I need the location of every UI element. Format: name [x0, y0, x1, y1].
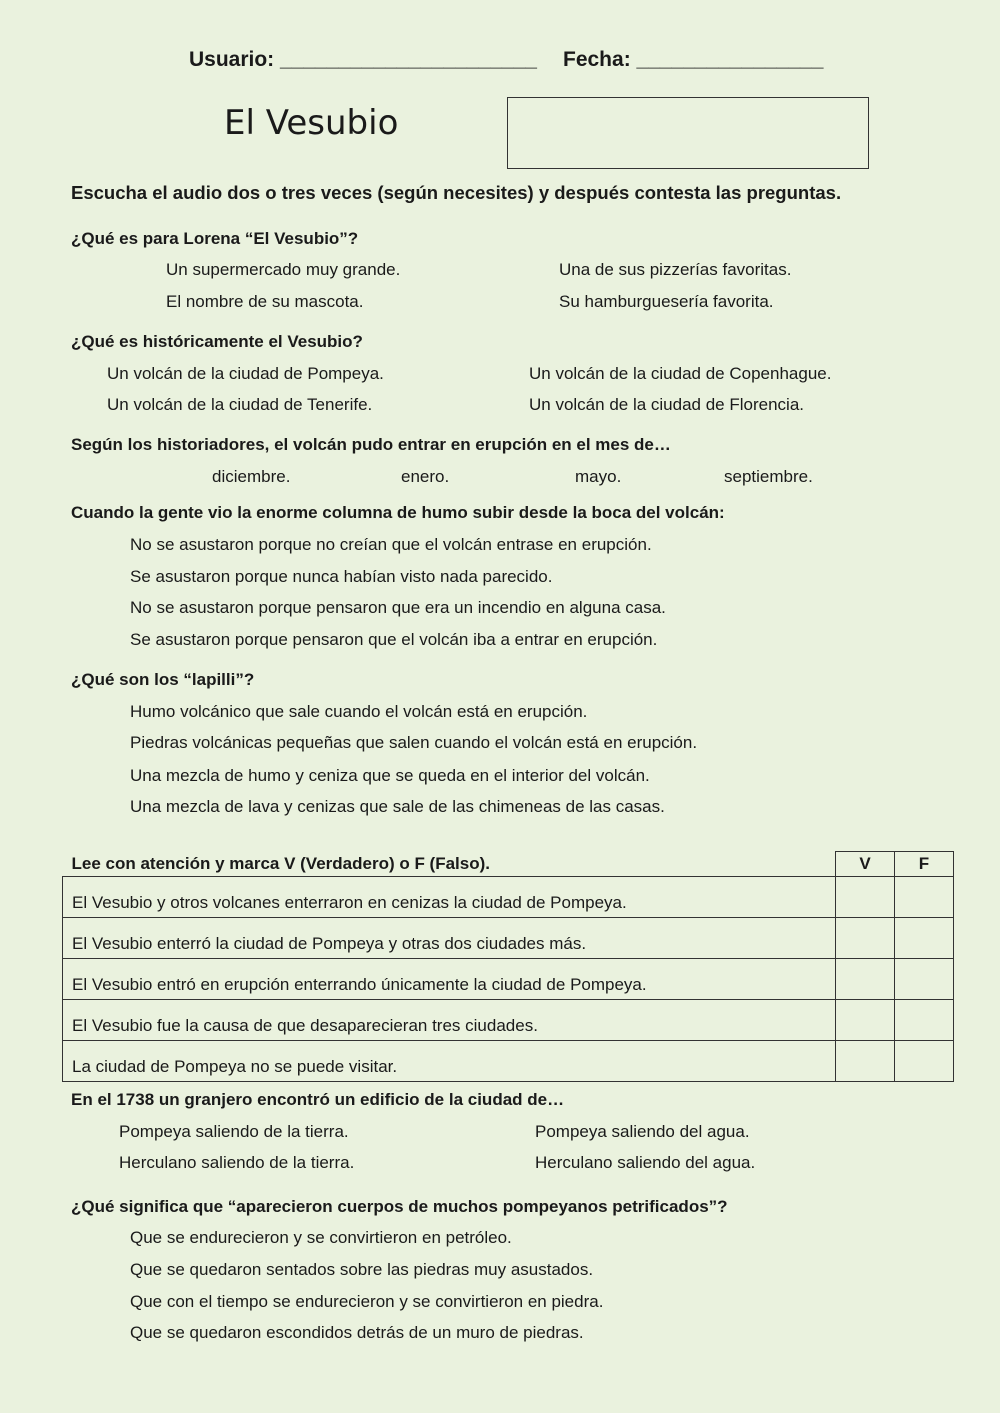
instruction-text: Escucha el audio dos o tres veces (según necesites) y después contesta las preguntas. [71, 182, 842, 203]
statement-text: El Vesubio entró en erupción enterrando únicamente la ciudad de Pompeya. [63, 959, 836, 1000]
q2-option[interactable]: Un volcán de la ciudad de Florencia. [529, 395, 804, 414]
q2-option[interactable]: Un volcán de la ciudad de Copenhague. [529, 364, 832, 383]
q1-option[interactable]: El nombre de su mascota. [166, 292, 364, 311]
q4-option[interactable]: Se asustaron porque nunca habían visto nada parecido. [130, 567, 553, 586]
question-4: Cuando la gente vio la enorme columna de humo subir desde la boca del volcán: [71, 503, 725, 522]
q6-option[interactable]: Pompeya saliendo de la tierra. [119, 1122, 349, 1141]
v-checkbox-cell[interactable] [836, 1000, 895, 1041]
date-field-label: Fecha: ________________ [563, 48, 824, 71]
f-checkbox-cell[interactable] [895, 877, 954, 918]
table-row [63, 1000, 954, 1041]
q6-option[interactable]: Pompeya saliendo del agua. [535, 1122, 750, 1141]
f-checkbox-cell[interactable] [895, 959, 954, 1000]
v-column-header: V [836, 852, 895, 877]
table-row [63, 959, 954, 1000]
q5-option[interactable]: Humo volcánico que sale cuando el volcán está en erupción. [130, 702, 588, 721]
v-checkbox-cell[interactable] [836, 918, 895, 959]
q5-option[interactable]: Una mezcla de lava y cenizas que sale de las chimeneas de las casas. [130, 797, 665, 816]
f-checkbox-cell[interactable] [895, 1000, 954, 1041]
statement-text: El Vesubio fue la causa de que desaparecieran tres ciudades. [63, 1000, 836, 1041]
q7-option[interactable]: Que se quedaron sentados sobre las piedras muy asustados. [130, 1260, 594, 1279]
q7-option[interactable]: Que se quedaron escondidos detrás de un muro de piedras. [130, 1323, 584, 1342]
statement-text: La ciudad de Pompeya no se puede visitar. [63, 1041, 836, 1082]
q2-option[interactable]: Un volcán de la ciudad de Pompeya. [107, 364, 384, 383]
table-row [63, 877, 954, 918]
q6-option[interactable]: Herculano saliendo del agua. [535, 1153, 756, 1172]
q1-option[interactable]: Una de sus pizzerías favoritas. [559, 260, 792, 279]
question-1: ¿Qué es para Lorena “El Vesubio”? [71, 229, 359, 248]
q5-option[interactable]: Piedras volcánicas pequeñas que salen cuando el volcán está en erupción. [130, 733, 698, 752]
table-row [63, 918, 954, 959]
q7-option[interactable]: Que se endurecieron y se convirtieron en petróleo. [130, 1228, 512, 1247]
table-header-row [63, 852, 954, 877]
q3-option[interactable]: diciembre. [212, 467, 291, 486]
f-checkbox-cell[interactable] [895, 918, 954, 959]
v-checkbox-cell[interactable] [836, 959, 895, 1000]
table-instruction: Lee con atención y marca V (Verdadero) o F (Falso). [63, 852, 836, 877]
question-5: ¿Qué son los “lapilli”? [71, 670, 255, 689]
q1-option[interactable]: Su hamburguesería favorita. [559, 292, 774, 311]
v-checkbox-cell[interactable] [836, 877, 895, 918]
q4-option[interactable]: Se asustaron porque pensaron que el volcán iba a entrar en erupción. [130, 630, 658, 649]
q7-option[interactable]: Que con el tiempo se endurecieron y se convirtieron en piedra. [130, 1292, 604, 1311]
table-row [63, 1041, 954, 1082]
f-column-header: F [895, 852, 954, 877]
question-7: ¿Qué significa que “aparecieron cuerpos de muchos pompeyanos petrificados”? [71, 1197, 728, 1216]
q5-option[interactable]: Una mezcla de humo y ceniza que se queda en el interior del volcán. [130, 766, 650, 785]
statement-text: El Vesubio enterró la ciudad de Pompeya y otras dos ciudades más. [63, 918, 836, 959]
question-3: Según los historiadores, el volcán pudo entrar en erupción en el mes de… [71, 435, 671, 454]
q4-option[interactable]: No se asustaron porque pensaron que era un incendio en alguna casa. [130, 598, 666, 617]
q3-option[interactable]: enero. [401, 467, 450, 486]
statement-text: El Vesubio y otros volcanes enterraron en cenizas la ciudad de Pompeya. [63, 877, 836, 918]
q1-option[interactable]: Un supermercado muy grande. [166, 260, 401, 279]
user-field-label: Usuario: ______________________ [189, 48, 537, 71]
q2-option[interactable]: Un volcán de la ciudad de Tenerife. [107, 395, 373, 414]
q6-option[interactable]: Herculano saliendo de la tierra. [119, 1153, 355, 1172]
f-checkbox-cell[interactable] [895, 1041, 954, 1082]
question-2: ¿Qué es históricamente el Vesubio? [71, 332, 363, 351]
answer-box[interactable] [507, 97, 869, 169]
question-6: En el 1738 un granjero encontró un edificio de la ciudad de… [71, 1090, 565, 1109]
true-false-table [62, 851, 954, 1082]
page-title: El Vesubio [224, 103, 399, 143]
q3-option[interactable]: mayo. [575, 467, 622, 486]
q4-option[interactable]: No se asustaron porque no creían que el volcán entrase en erupción. [130, 535, 652, 554]
q3-option[interactable]: septiembre. [724, 467, 813, 486]
v-checkbox-cell[interactable] [836, 1041, 895, 1082]
